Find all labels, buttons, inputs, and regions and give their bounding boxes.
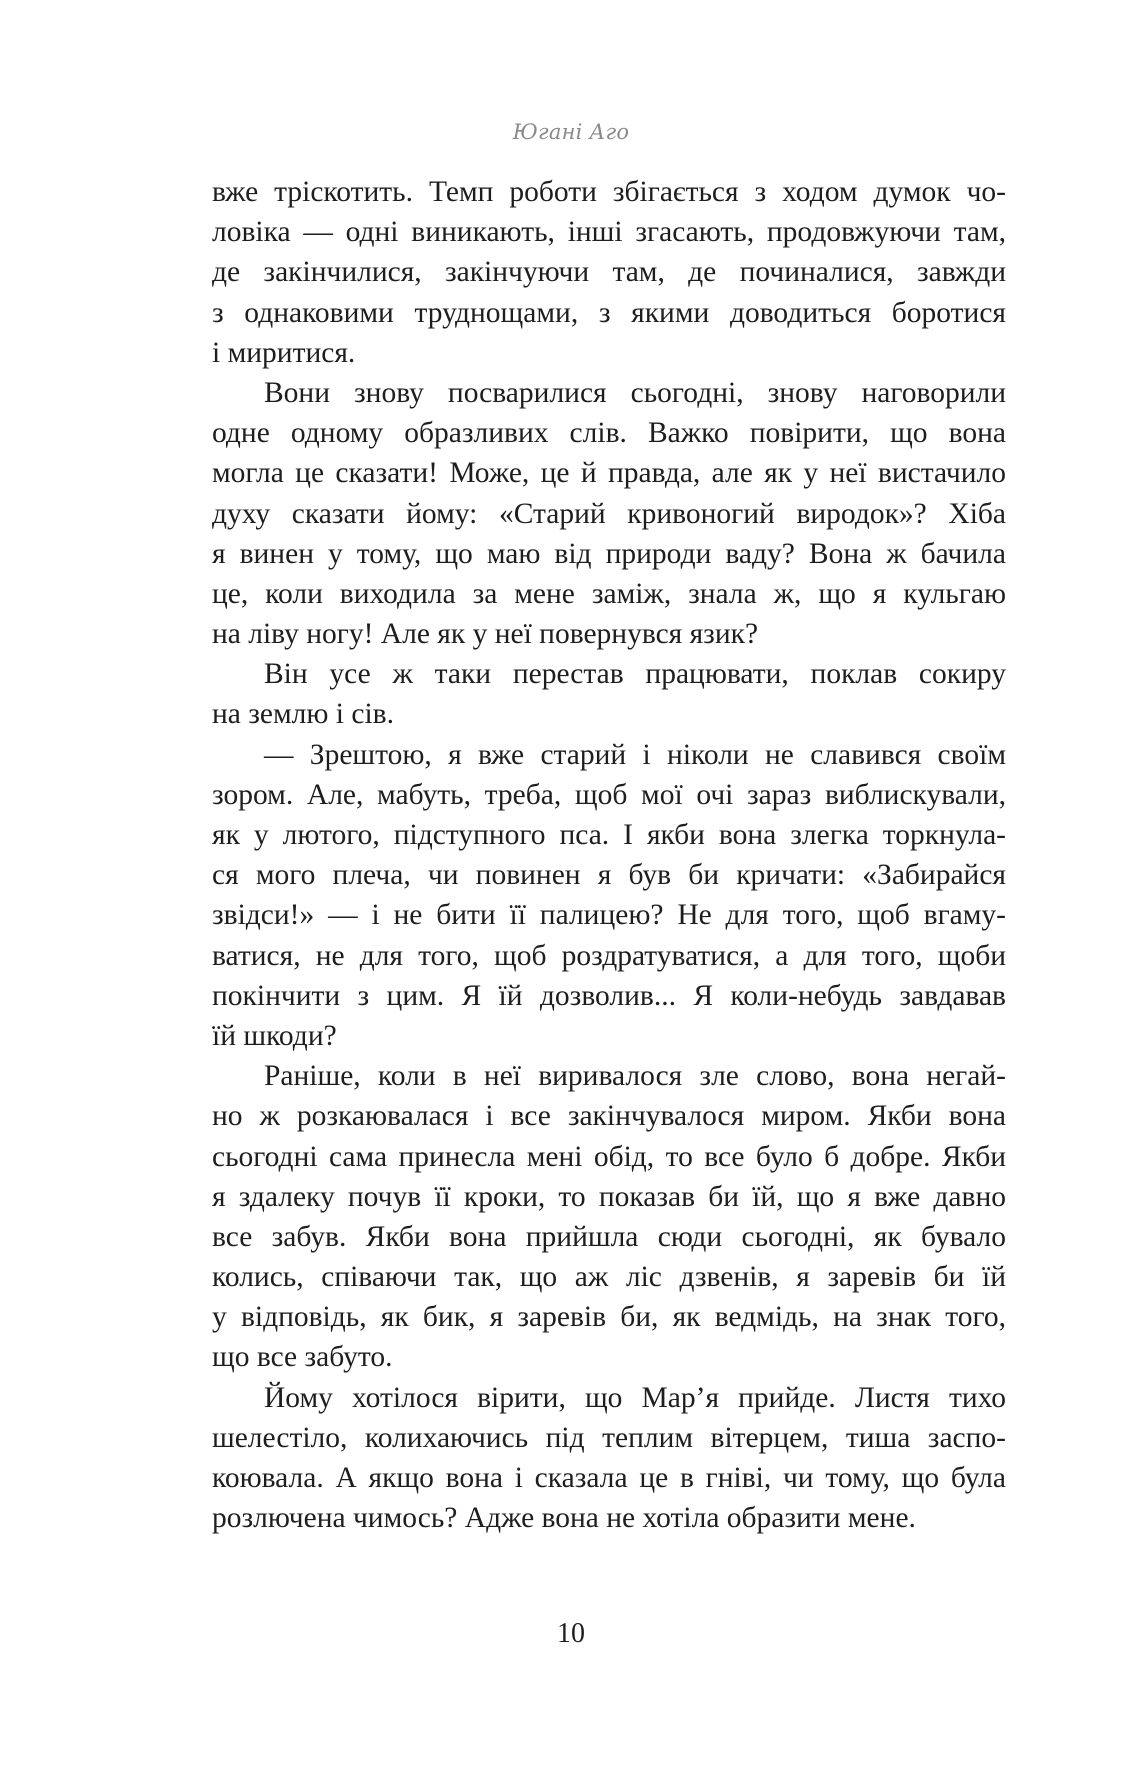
- text-line: я винен у тому, що маю від природи ваду? Вона ж бачила: [212, 537, 1006, 570]
- text-line: — Зрештою, я вже старий і ніколи не славився своїм: [264, 738, 1006, 771]
- text-line: но ж розкаювалася і все закінчувалося миром. Якби вона: [212, 1100, 1006, 1133]
- paragraph: [212, 654, 1006, 734]
- text-line: я здалеку почув її кроки, то показав би їй, що я вже давно: [212, 1180, 1006, 1213]
- text-line: ватися, не для того, щоб роздратуватися, а для того, щоби: [212, 939, 1006, 972]
- text-line: Раніше, коли в неї виривалося зле слово, вона негай-: [264, 1060, 1006, 1093]
- text-line: з однаковими труднощами, з якими доводиться боротися: [212, 296, 1006, 329]
- text-line: сьогодні сама принесла мені обід, то все було б добре. Якби: [212, 1140, 1006, 1173]
- text-line: покінчити з цим. Я їй дозволив... Я коли-небудь завдавав: [212, 979, 1006, 1012]
- text-line: де закінчилися, закінчуючи там, де починалися, завжди: [212, 256, 1006, 289]
- text-line: все забув. Якби вона прийшла сюди сьогодні, як бувало: [212, 1220, 1006, 1253]
- text-line: шелестіло, колихаючись під теплим вітерцем, тиша заспо-: [212, 1421, 1006, 1454]
- paragraph: [212, 1056, 1006, 1378]
- page-number: 10: [557, 1618, 585, 1649]
- paragraph: [212, 373, 1006, 654]
- text-line: у відповідь, як бик, я заревів би, як ведмідь, на знак того,: [212, 1301, 1006, 1334]
- text-line: Вони знову посварилися сьогодні, знову наговорили: [264, 376, 1006, 409]
- text-line: як у лютого, підступного пса. І якби вона злегка торкнула-: [212, 819, 1006, 851]
- text-line: могла це сказати! Може, це й правда, але як у неї вистачило: [212, 457, 1006, 490]
- text-line: що все забуто.: [212, 1341, 393, 1374]
- paragraph: [212, 735, 1006, 1057]
- text-line: і миритися.: [212, 336, 356, 369]
- body-text: [212, 172, 1006, 1538]
- text-line: на ліву ногу! Але як у неї повернувся язик?: [212, 618, 759, 651]
- text-line: ловіка — одні виникають, інші згасають, продовжуючи там,: [212, 216, 1006, 249]
- paragraph: [212, 1378, 1006, 1539]
- paragraph: [212, 172, 1006, 373]
- text-line: це, коли виходила за мене заміж, знала ж, що я кульгаю: [212, 577, 1006, 610]
- text-line: ся мого плеча, чи повинен я був би кричати: «Забирайся: [212, 859, 1006, 892]
- text-line: зором. Але, мабуть, треба, щоб мої очі зараз виблискували,: [212, 778, 1006, 811]
- text-line: одне одному образливих слів. Важко повірити, що вона: [212, 417, 1006, 450]
- running-head-author: Югані Аго: [512, 120, 630, 144]
- text-line: на землю і сів.: [212, 698, 394, 731]
- text-line: їй шкоди?: [212, 1019, 337, 1052]
- text-line: духу сказати йому: «Старий кривоногий виродок»? Хіба: [212, 497, 1006, 530]
- text-line: звідси!» — і не бити її палицею? Не для того, щоб вгаму-: [212, 899, 1006, 932]
- text-line: вже тріскотить. Темп роботи збігається з ходом думок чо-: [212, 176, 1006, 208]
- text-line: колись, співаючи так, що аж ліс дзвенів, я заревів би їй: [212, 1261, 1006, 1294]
- text-line: коювала. А якщо вона і сказала це в гніві, чи тому, що була: [212, 1462, 1006, 1494]
- text-line: розлючена чимось? Адже вона не хотіла образити мене.: [212, 1502, 916, 1535]
- text-line: Йому хотілося вірити, що Мар’я прийде. Листя тихо: [264, 1381, 1006, 1414]
- text-line: Він усе ж таки перестав працювати, поклав сокиру: [264, 658, 1006, 691]
